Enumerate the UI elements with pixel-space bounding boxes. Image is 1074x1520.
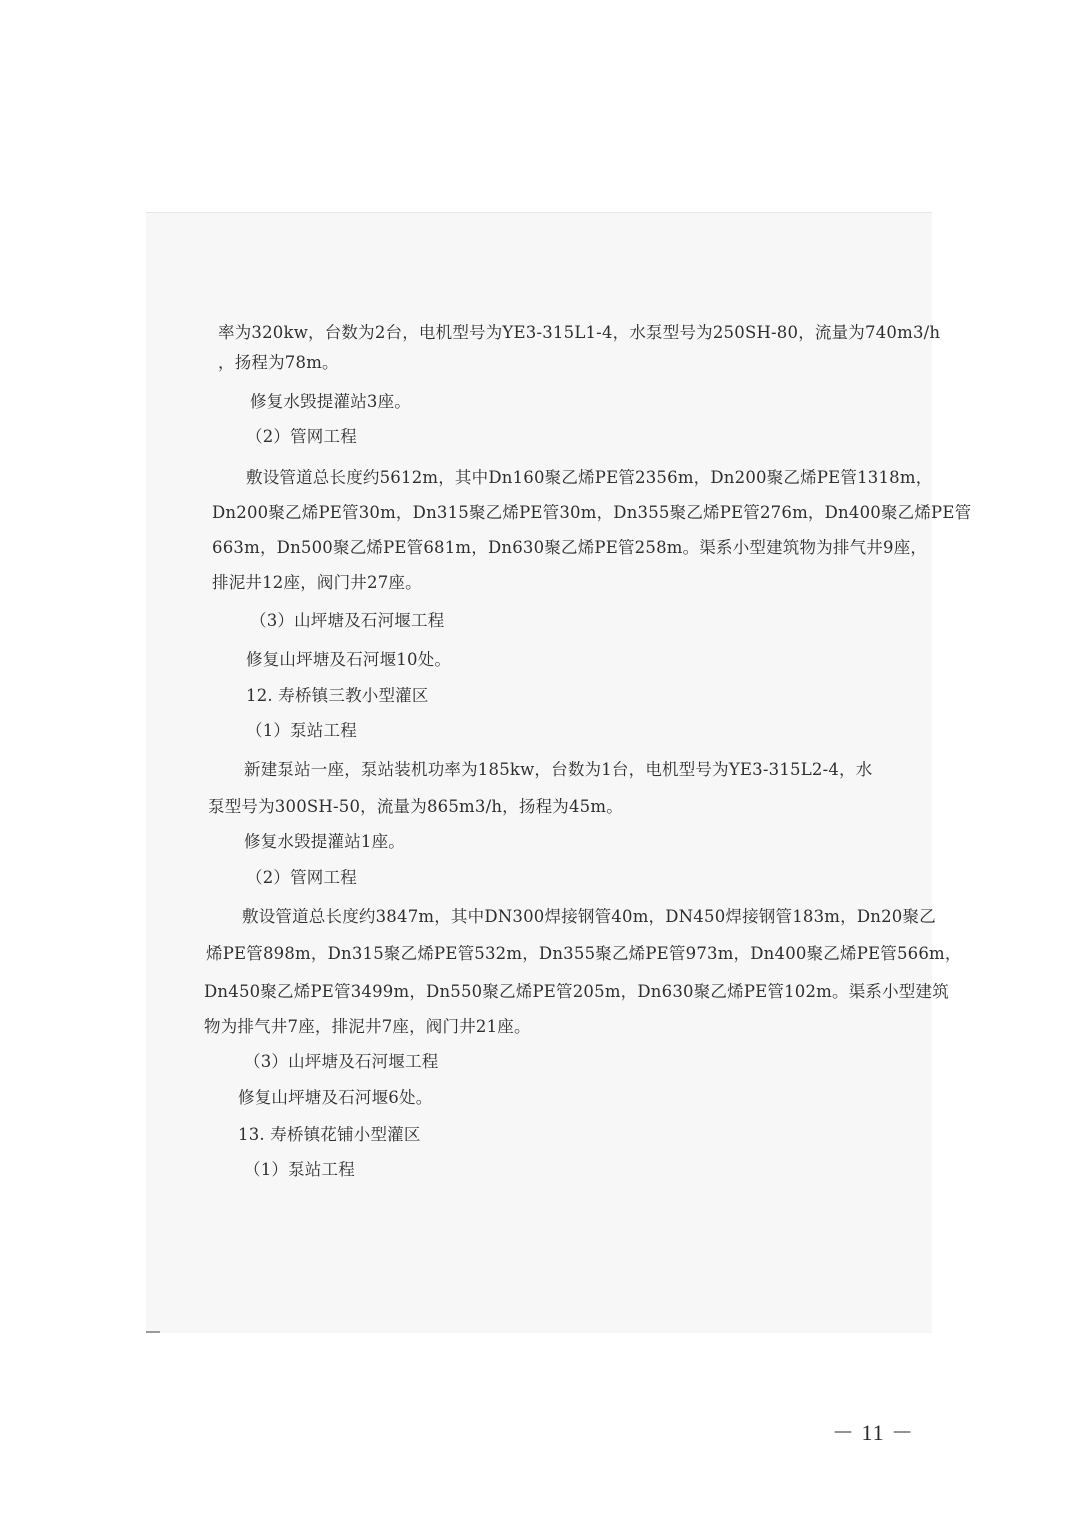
section-heading: （2）管网工程 bbox=[246, 427, 357, 446]
body-line: 泵型号为300SH-50，流量为865m3/h，扬程为45m。 bbox=[208, 797, 623, 816]
body-line: 物为排气井7座，排泥井7座，阀门井21座。 bbox=[204, 1017, 531, 1036]
body-line: 修复山坪塘及石河堰6处。 bbox=[238, 1088, 433, 1107]
body-line: ，扬程为78m。 bbox=[218, 353, 339, 372]
body-line: 修复山坪塘及石河堰10处。 bbox=[246, 650, 452, 669]
body-line: Dn450聚乙烯PE管3499m，Dn550聚乙烯PE管205m，Dn630聚乙烯PE管102m。渠系小型建筑 bbox=[204, 982, 949, 1001]
body-line: 新建泵站一座，泵站装机功率为185kw，台数为1台，电机型号为YE3-315L2-4，水 bbox=[244, 760, 873, 779]
scan-edge-mark bbox=[146, 1331, 160, 1333]
body-line: 修复水毁提灌站1座。 bbox=[244, 832, 405, 851]
body-line: 敷设管道总长度约3847m，其中DN300焊接钢管40m，DN450焊接钢管183m，Dn20聚乙 bbox=[242, 907, 936, 926]
body-line: 663m，Dn500聚乙烯PE管681m，Dn630聚乙烯PE管258m。渠系小型建筑物为排气井9座， bbox=[212, 538, 928, 557]
body-line: 烯PE管898m，Dn315聚乙烯PE管532m，Dn355聚乙烯PE管973m，Dn400聚乙烯PE管566m， bbox=[206, 944, 962, 963]
subsection-heading: 12. 寿桥镇三教小型灌区 bbox=[246, 686, 429, 705]
body-line: 排泥井12座，阀门井27座。 bbox=[212, 573, 422, 592]
page-number: － 11 － bbox=[832, 1420, 915, 1445]
section-heading: （1）泵站工程 bbox=[244, 1160, 355, 1179]
body-line: Dn200聚乙烯PE管30m，Dn315聚乙烯PE管30m，Dn355聚乙烯PE管276m，Dn400聚乙烯PE管 bbox=[212, 503, 972, 522]
body-line: 敷设管道总长度约5612m，其中Dn160聚乙烯PE管2356m，Dn200聚乙烯PE管1318m， bbox=[246, 468, 933, 487]
body-line: 修复水毁提灌站3座。 bbox=[250, 392, 411, 411]
section-heading: （3）山坪塘及石河堰工程 bbox=[244, 1052, 439, 1071]
subsection-heading: 13. 寿桥镇花铺小型灌区 bbox=[238, 1125, 421, 1144]
section-heading: （2）管网工程 bbox=[246, 868, 357, 887]
body-line: 率为320kw，台数为2台，电机型号为YE3-315L1-4，水泵型号为250SH-80，流量为740m3/h bbox=[218, 323, 941, 342]
section-heading: （3）山坪塘及石河堰工程 bbox=[250, 611, 445, 630]
section-heading: （1）泵站工程 bbox=[246, 721, 357, 740]
